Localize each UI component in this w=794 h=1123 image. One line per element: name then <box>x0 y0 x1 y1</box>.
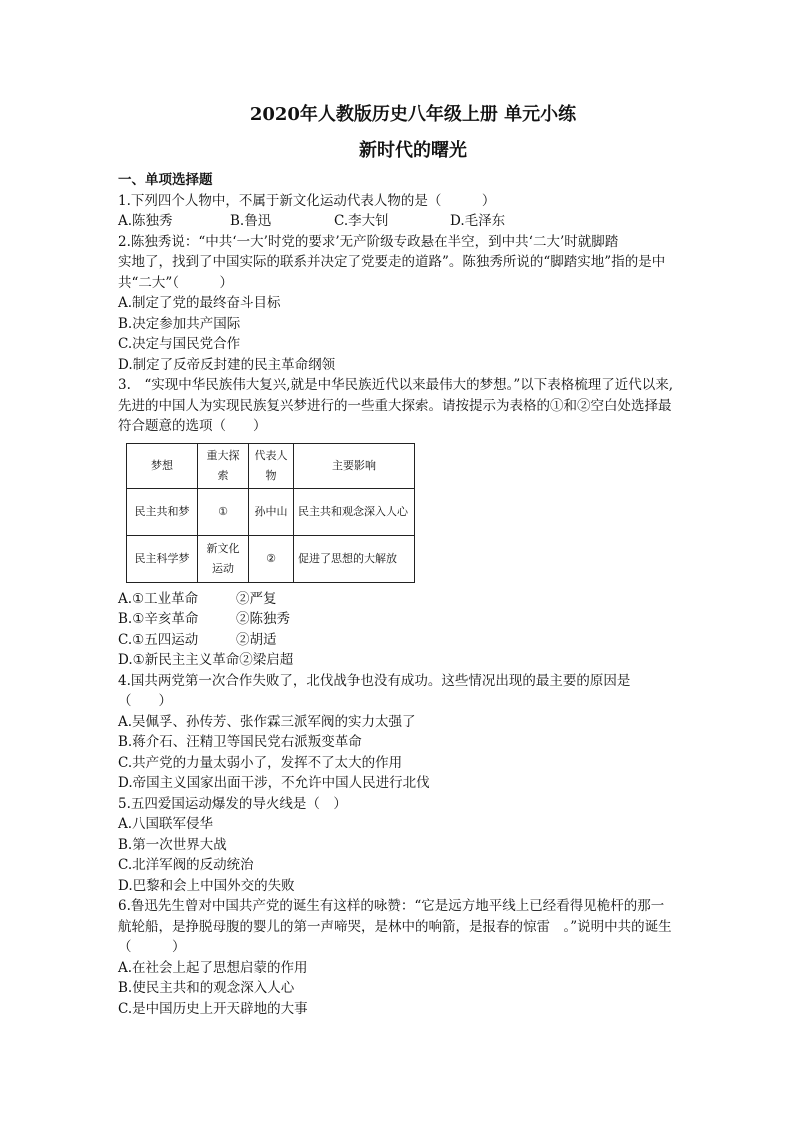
q3-option-b-part2: ②陈独秀 <box>236 611 290 627</box>
table-header-cell: 主要影响 <box>294 443 415 488</box>
section-heading: 一、单项选择题 <box>118 172 213 188</box>
q3-option-a-part2: ②严复 <box>236 590 277 607</box>
table-cell: 民主共和梦 <box>127 488 198 535</box>
q1-option-c: C.李大钊 <box>334 213 389 229</box>
q6-option-b: B.使民主共和的观念深入人心 <box>118 980 295 996</box>
question-3-line-3: 符合题意的选项（ ） <box>118 418 267 434</box>
table-row <box>127 488 415 535</box>
q4-option-a: A.吴佩孚、孙传芳、张作霖三派军阀的实力太强了 <box>118 713 416 730</box>
table-cell: 新文化运动 <box>198 535 249 582</box>
q3-option-c-part1: C.①五四运动 <box>118 631 199 648</box>
table-header-cell: 代表人物 <box>249 443 294 488</box>
q6-option-a: A.在社会上起了思想启蒙的作用 <box>118 959 308 976</box>
table-header-row <box>127 443 415 488</box>
q4-option-c: C.共产党的力量太弱小了，发挥不了太大的作用 <box>118 754 403 771</box>
q3-option-a-part1: A.①工业革命 <box>118 590 199 607</box>
q4-option-b: B.蒋介石、汪精卫等国民党右派叛变革命 <box>118 734 362 750</box>
table-cell: ② <box>249 535 294 582</box>
question-6-line-2: 航轮船，是挣脱母腹的婴儿的第一声啼哭，是林中的响箭，是报春的惊雷 。”说明中共的诞生 <box>118 918 672 935</box>
q2-option-a: A.制定了党的最终奋斗目标 <box>118 295 281 311</box>
question-2-line-3: 共“二大”（ ） <box>118 274 234 291</box>
question-1-stem: 1.下列四个人物中，不属于新文化运动代表人物的是（ ） <box>118 192 496 209</box>
document-subtitle: 新时代的曙光 <box>359 140 467 161</box>
q6-option-c: C.是中国历史上开天辟地的大事 <box>118 1000 308 1017</box>
question-4-line-2: （ ） <box>118 693 172 709</box>
question-2-line-2: 实地了，找到了中国实际的联系并决定了党要走的道路”。陈独秀所说的“脚踏实地”指的是中 <box>118 254 666 270</box>
question-5-stem: 5.五四爱国运动爆发的导火线是（ ） <box>118 795 347 812</box>
document-title: 2020年人教版历史八年级上册 单元小练 <box>249 104 577 125</box>
question-4-line-1: 4.国共两党第一次合作失败了，北伐战争也没有成功。这些情况出现的最主要的原因是 <box>118 672 631 689</box>
q1-option-b: B.鲁迅 <box>230 213 272 229</box>
document-page <box>118 96 708 1019</box>
table-header-cell: 梦想 <box>127 443 198 488</box>
q3-option-d-text: D.①新民主主义革命②梁启超 <box>118 652 294 668</box>
q5-option-b: B.第一次世界大战 <box>118 836 227 853</box>
q2-option-d: D.制定了反帝反封建的民主革命纲领 <box>118 356 336 373</box>
q3-option-b <box>118 609 708 630</box>
q5-option-a: A.八国联军侵华 <box>118 816 214 832</box>
q5-option-d: D.巴黎和会上中国外交的失败 <box>118 877 295 894</box>
question-3-table <box>126 443 415 583</box>
question-1-options <box>118 211 708 232</box>
question-3-line-2: 先进的中国人为实现民族复兴梦进行的一些重大探索。请按提示为表格的①和②空白处选择最 <box>118 397 672 414</box>
q3-option-b-part1: B.①辛亥革命 <box>118 611 199 627</box>
q2-option-c: C.决定与国民党合作 <box>118 336 241 352</box>
question-6-line-1: 6.鲁迅先生曾对中国共产党的诞生有这样的咏赞：“它是远方地平线上已经看得见桅杆的那一 <box>118 898 665 914</box>
table-cell: 民主科学梦 <box>127 535 198 582</box>
table-cell: 孙中山 <box>249 488 294 535</box>
q3-option-c <box>118 630 708 651</box>
table-cell: 促进了思想的大解放 <box>294 535 415 582</box>
q1-option-a: A.陈独秀 <box>118 213 173 229</box>
table-header-cell: 重大探索 <box>198 443 249 488</box>
table-cell: 民主共和观念深入人心 <box>294 488 415 535</box>
q3-option-c-part2: ②胡适 <box>236 631 277 648</box>
table-cell: ① <box>198 488 249 535</box>
question-6-line-3: （ ） <box>118 939 186 955</box>
q1-option-d: D.毛泽东 <box>450 213 506 229</box>
q5-option-c: C.北洋军阀的反动统治 <box>118 857 254 873</box>
q3-option-d <box>118 650 708 671</box>
q3-option-a <box>118 589 708 610</box>
q4-option-d: D.帝国主义国家出面干涉，不允许中国人民进行北伐 <box>118 775 430 791</box>
question-2-line-1: 2.陈独秀说：“中共‘一大’时党的要求’无产阶级专政悬在半空，到中共‘二大’时就脚踏 <box>118 233 619 250</box>
table-row <box>127 535 415 582</box>
q2-option-b: B.决定参加共产国际 <box>118 315 241 332</box>
question-3-line-1: 3. “实现中华民族伟大复兴,就是中华民族近代以来最伟大的梦想。”以下表格梳理了近代以来, <box>118 377 674 393</box>
